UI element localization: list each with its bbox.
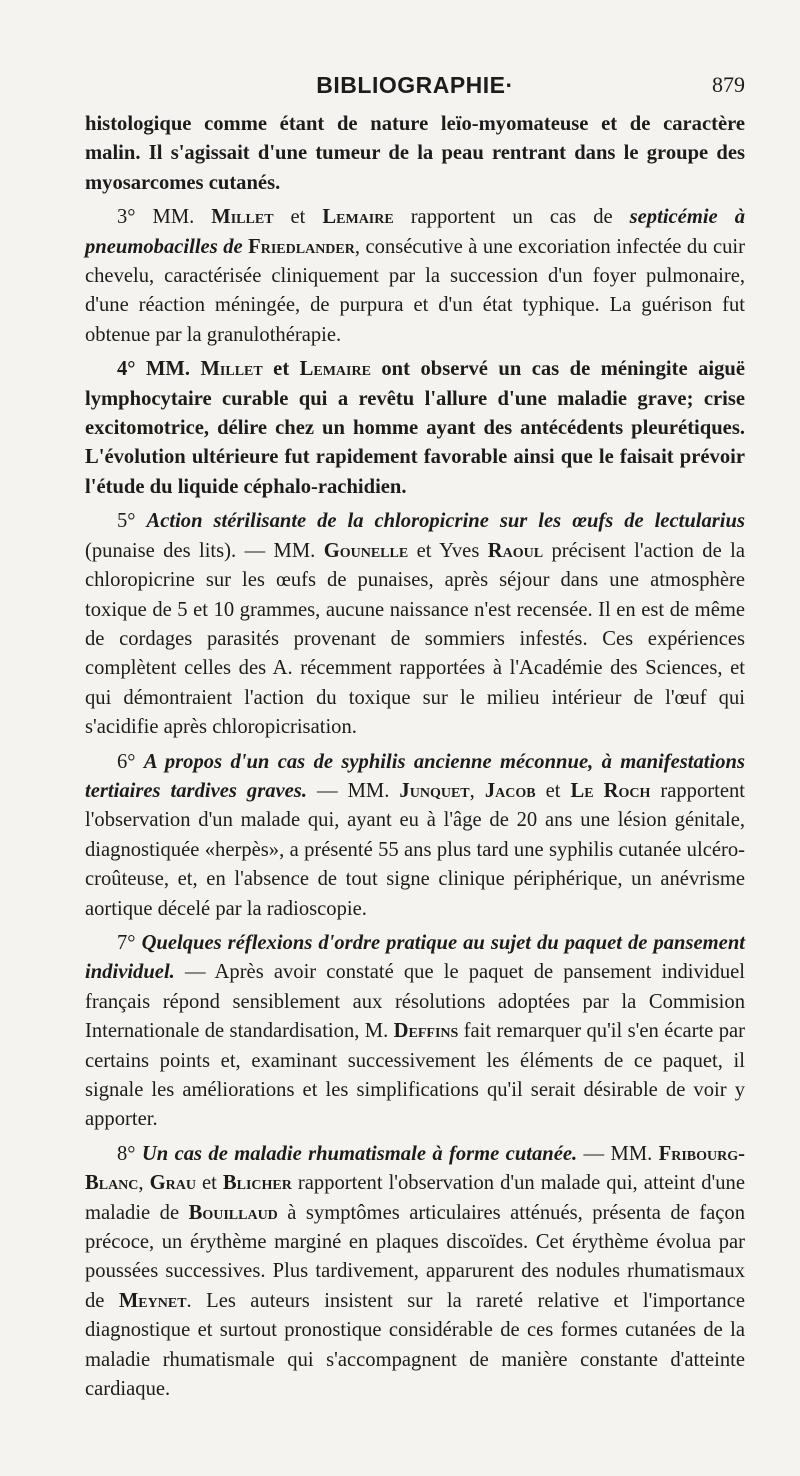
article-title: septicémie à pneumobacilles de (85, 206, 745, 258)
author-name: Bouillaud (188, 1201, 278, 1224)
paragraph-8: 8° Un cas de maladie rhumatismale à forme cutanée. — MM. Fribourg-Blanc, Grau et Blicher rapportent l'observation d'un malade qui, atteint d'une maladie de Bouillaud à symptômes articulaires atténués, présenta de façon précoce, un érythème marginé en plaques discoïdes. Cet érythème évolua par poussées successives. Plus tardivement, apparurent des nodules rhumatismaux de Meynet. Les auteurs insistent sur la rareté relative et l'importance diagnostique et surtout pronostique considérable de ces formes cutanées de la maladie rhumatismale qui s'accompagnent de manière constante d'atteinte cardiaque. (85, 1142, 746, 1401)
author-name: Gounelle (323, 539, 409, 562)
page (85, 72, 745, 1452)
paragraph-6: 6° A propos d'un cas de syphilis ancienne méconnue, à manifestations tertiaires tardives graves. — MM. Junquet, Jacob et Le Roch rapportent l'observation d'un malade qui, ayant eu à l'âge de 20 ans une lésion génitale, diagnostiquée «herpès», a présenté 55 ans plus tard une syphilis cutanée ulcéro-croûteuse, et, en l'absence de tout signe clinique périphérique, un anévrisme aortique décelé par la radioscopie. (85, 750, 746, 920)
author-name: Jacob (484, 779, 536, 802)
running-title: BIBLIOGRAPHIE· (316, 72, 514, 98)
body-text (85, 110, 745, 1404)
paragraph-5: 5° Action stérilisante de la chloropicrine sur les œufs de lectularius (punaise des lits). — MM. Gounelle et Yves Raoul précisent l'action de la chloropicrine sur les œufs de punaises, après séjour dans une atmosphère toxique de 5 et 10 grammes, aucune naissance n'est recensée. Il en est de même de cordages parasités provenant de sommiers infestés. Ces expériences complètent celles des A. récemment rapportées à l'Académie des Sciences, et qui démontraient l'action du toxique sur le milieu intérieur de l'œuf qui s'acidifie après chloropicrisation. (85, 510, 745, 739)
author-name: Friedlander (248, 235, 355, 258)
author-name: Grau (149, 1172, 196, 1195)
running-header (85, 72, 745, 110)
article-title: Quelques réflexions d'ordre pratique au sujet du paquet de pansement individuel. (85, 931, 745, 984)
paragraph-4: 4° MM. Millet et Lemaire ont observé un cas de méningite aiguë lymphocytaire curable qui a revêtu l'allure d'une maladie grave; crise excitomotrice, délire chez un homme ayant des antécédents pleurétiques. L'évolution ultérieure fut rapidement favorable ainsi que le faisait prévoir l'étude du liquide céphalo-rachidien. (85, 358, 745, 498)
paragraph-continuation: histologique comme étant de nature leïo-myomateuse et de caractère malin. Il s'agissait d'une tumeur de la peau rentrant dans le groupe des myosarcomes cutanés. (85, 113, 745, 194)
paragraph-3: 3° MM. Millet et Lemaire rapportent un cas de septicémie à pneumobacilles de Friedlander, consécutive à une excoriation infectée du cuir chevelu, caractérisée cliniquement par la succession d'un foyer pulmonaire, d'une réaction méningée, de purpura et d'un état typhique. La guérison fut obtenue par la granulothérapie. (85, 206, 746, 346)
author-name: Millet (211, 206, 274, 229)
author-name: Lemaire (322, 206, 394, 229)
author-name: Fribourg-Blanc (85, 1142, 745, 1195)
article-title: Un cas de maladie rhumatismale à forme cutanée. (141, 1142, 578, 1165)
author-name: Millet (200, 358, 263, 381)
author-name: Lemaire (299, 358, 371, 381)
author-name: Blicher (222, 1172, 292, 1195)
author-name: Junquet (399, 779, 470, 802)
page-number: 879 (712, 72, 745, 97)
author-name: Raoul (487, 539, 544, 562)
paragraph-7: 7° Quelques réflexions d'ordre pratique au sujet du paquet de pansement individuel. — Après avoir constaté que le paquet de pansement individuel français répond sensiblement aux résolutions adoptées par la Commision Internationale de standardisation, M. Deffins fait remarquer qu'il s'en écarte par certains points et, examinant successivement les éléments de ce paquet, il signale les améliorations et les simplifications qu'il serait désirable de voir y apporter. (85, 931, 745, 1131)
author-name: Deffins (393, 1020, 459, 1043)
article-title: Action stérilisante de la chloropicrine sur les œufs de lectularius (146, 510, 745, 533)
author-name: Meynet (118, 1289, 187, 1312)
article-title: A propos d'un cas de syphilis ancienne méconnue, à manifestations tertiaires tardives graves. (85, 750, 745, 802)
author-name: Le Roch (570, 779, 651, 802)
